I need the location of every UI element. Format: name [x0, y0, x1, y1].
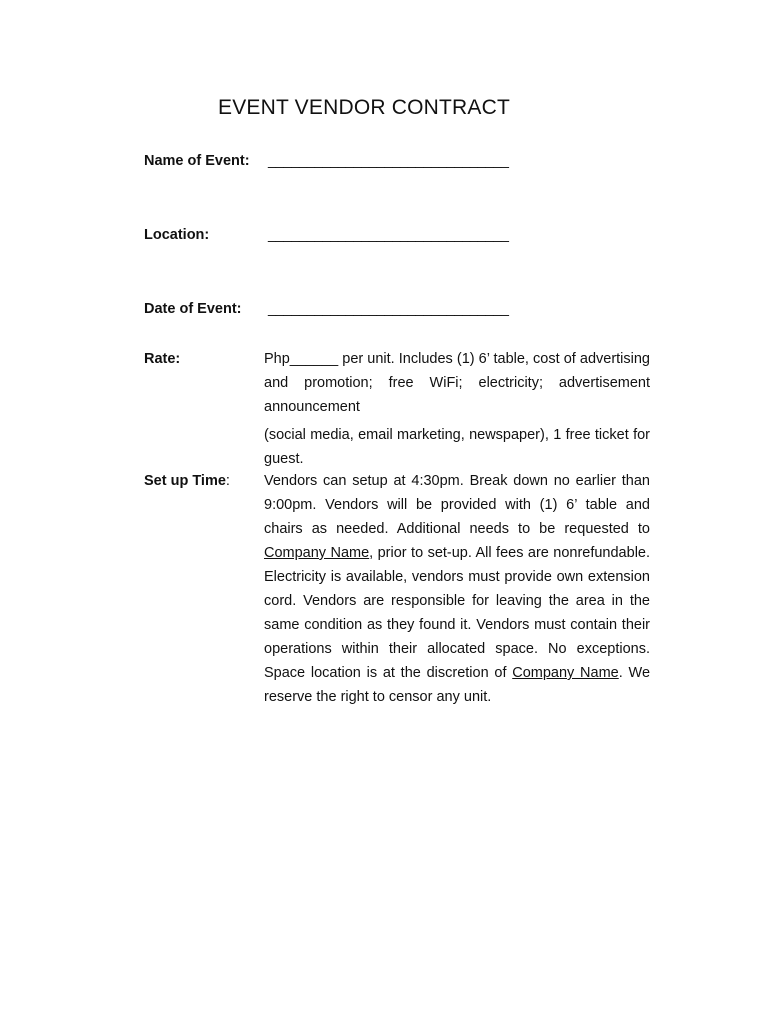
rate-text-block-1: Php______ per unit. Includes (1) 6’ table, cost of advertising and promotion; free WiFi; electricity; advertisement announcement: [264, 351, 650, 415]
date-of-event-blank: _______________________________: [268, 301, 509, 317]
company-name-placeholder-1: Company Name: [264, 545, 370, 561]
name-of-event-blank: _______________________________: [268, 153, 509, 169]
setup-text-part-1: Vendors can setup at 4:30pm. Break down no earlier than 9:00pm. Vendors will be provided with (1) 6’ table and chairs as needed. Additional needs to be requested to: [264, 473, 650, 537]
rate-label: Rate:: [144, 351, 181, 367]
setup-time-label-wrap: [144, 473, 230, 489]
name-of-event-label: Name of Event:: [144, 153, 250, 169]
company-name-placeholder-2: Company Name: [512, 665, 619, 681]
setup-text-part-3: . We reserve the right to censor any unit.: [264, 665, 651, 705]
location-blank: _______________________________: [268, 227, 509, 243]
rate-text-block-2: (social media, email marketing, newspaper), 1 free ticket for guest.: [264, 427, 650, 467]
setup-text-part-2: , prior to set-up. All fees are nonrefundable. Electricity is available, vendors must provide own extension cord. Vendors are responsible for leaving the area in the same condition as they found it. Vendors must contain their operations within their allocated space. No exceptions. Space location is at the discretion of: [264, 545, 651, 681]
setup-time-text-block: [264, 469, 650, 709]
setup-time-colon: :: [225, 473, 230, 489]
setup-time-label: Set up Time: [144, 473, 226, 489]
date-of-event-label: Date of Event:: [144, 301, 242, 317]
location-label: Location:: [144, 227, 210, 243]
document-title: EVENT VENDOR CONTRACT: [218, 96, 511, 119]
